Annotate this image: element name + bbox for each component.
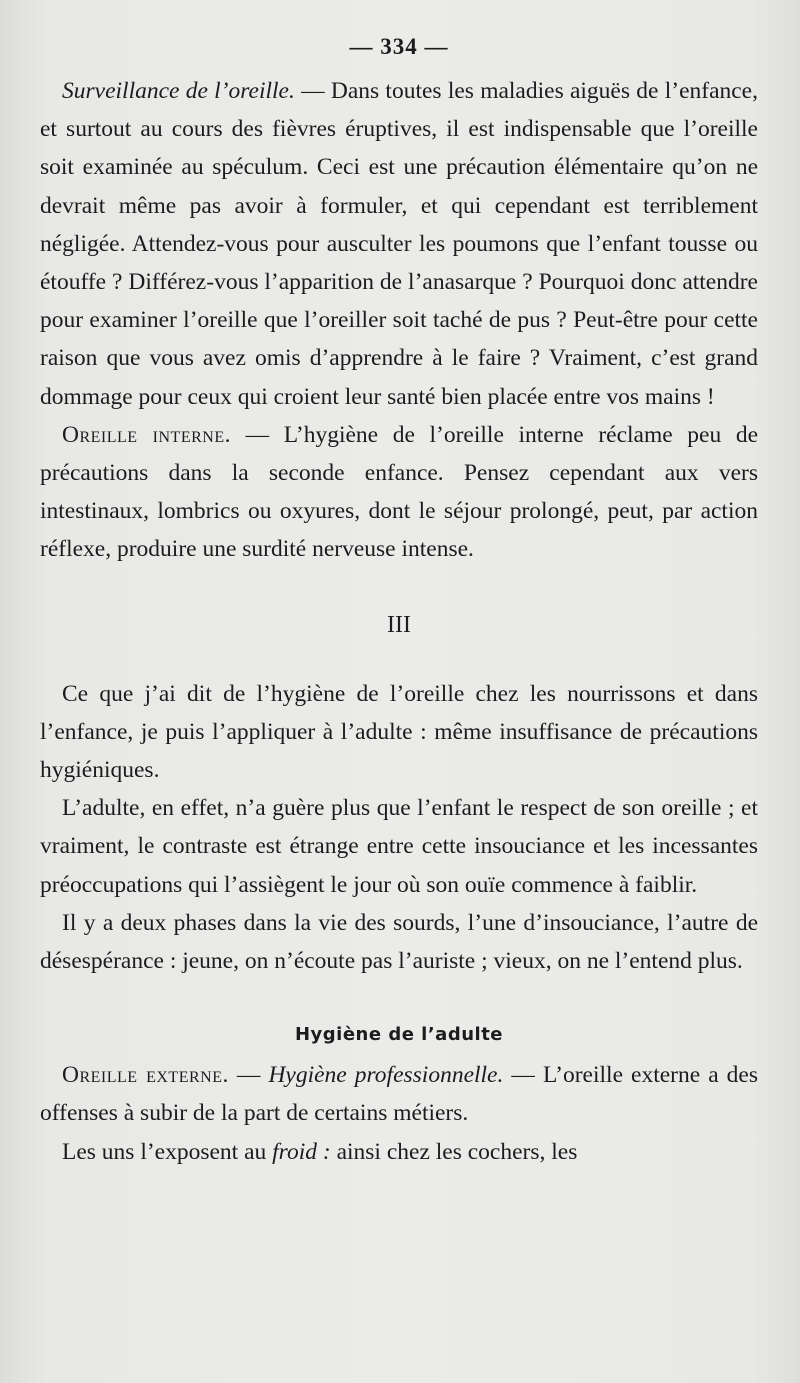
paragraph-surveillance [40,72,758,416]
paragraph-text: — Dans toutes les maladies aiguës de l’enfance, et surtout au cours des fièvres éruptives, il est indispensable que l’oreille soit examinée au spéculum. Ceci est une précaution élémentaire qu’on ne devrait même pas avoir à formuler, et qui cependant est terriblement négligée. Attendez-vous pour ausculter les poumons que l’enfant tousse ou étouffe ? Différez-vous l’apparition de l’anasarque ? Pourquoi donc attendre pour examiner l’oreille que l’oreiller soit taché de pus ? Peut-être pour cette raison que vous avez omis d’apprendre à le faire ? Vraiment, c’est grand dommage pour ceux qui croient leur santé bien placée entre vos mains ! [40,78,758,410]
paragraph-italic-word: froid : [272,1138,331,1165]
paragraph-text-start: Les uns l’exposent au [62,1138,273,1165]
page-number: — 334 — [349,34,449,59]
paragraph-froid [40,1133,758,1171]
paragraph-hygiene-adulte-intro: Ce que j’ai dit de l’hygiène de l’oreille chez les nourrissons et dans l’enfance, je puis l’appliquer à l’adulte : même insuffisance de précautions hygiéniques. [40,680,758,784]
paragraph-text: — L’hygiène de l’oreille interne réclame peu de précautions dans la seconde enfance. Pensez cependant aux vers intestinaux, lombrics ou oxyures, dont le séjour prolongé, peut, par action réflexe, produire une surdité nerveuse intense. [40,421,759,563]
paragraph-text-end: ainsi chez les cochers, les [330,1138,578,1165]
paragraph-italic-title: Hygiène professionnelle. [268,1062,504,1089]
paragraph-oreille-interne [40,416,758,569]
paragraph-lead: Oreille interne. [62,421,231,448]
paragraph-deux-phases: Il y a deux phases dans la vie des sourds, l’une d’insouciance, l’autre de désespérance : jeune, on n’écoute pas l’auriste ; vieux, on ne l’entend plus. [40,909,758,975]
paragraph-oreille-externe [40,1056,758,1132]
section-numeral: III [387,611,411,638]
paragraph-dash: — [228,1062,269,1089]
section-subheading: Hygiène de l’adulte [294,1024,504,1046]
paragraph-title: Surveillance de l’oreille. [62,78,295,104]
paragraph-lead: Oreille externe. [62,1062,229,1089]
paragraph-adulte-respect: L’adulte, en effet, n’a guère plus que l’enfant le respect de son oreille ; et vraiment, le contraste est étrange entre cette insouciance et les incessantes préoccupations qui l’assiègent le jour où son ouïe commence à faiblir. [40,795,758,898]
paragraph-text: — L’oreille externe a des offenses à subir de la part de certains métiers. [40,1062,759,1127]
